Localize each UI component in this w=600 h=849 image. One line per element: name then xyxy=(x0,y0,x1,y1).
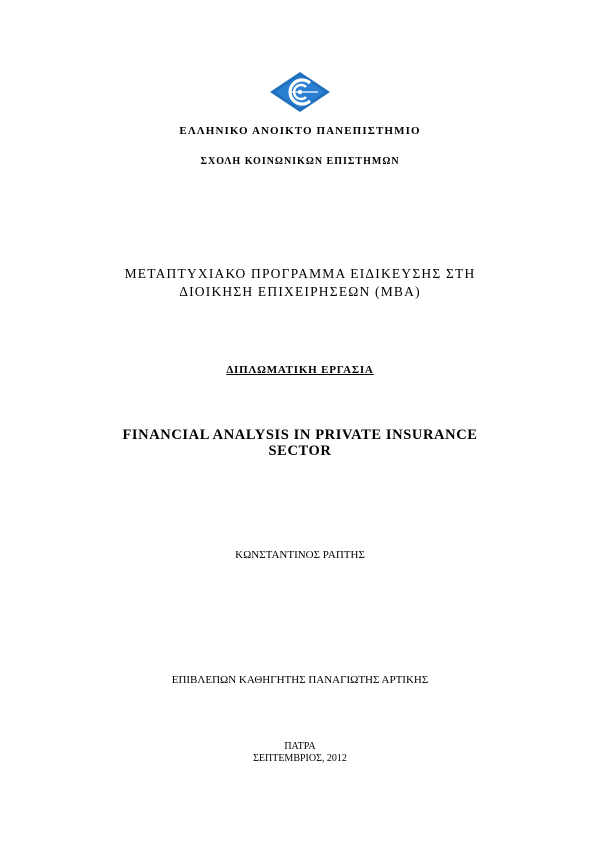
thesis-title-line-2: SECTOR xyxy=(268,443,332,459)
program-title-line-2: ΔΙΟΙΚΗΣΗ ΕΠΙΧΕΙΡΗΣΕΩΝ (ΜΒΑ) xyxy=(179,284,421,299)
university-logo-icon xyxy=(269,71,331,113)
program-title-line-1: ΜΕΤΑΠΤΥΧΙΑΚΟ ΠΡΟΓΡΑΜΜΑ ΕΙΔΙΚΕΥΣΗΣ ΣΤΗ xyxy=(124,266,476,281)
supervisor-name: ΕΠΙΒΛΕΠΩΝ ΚΑΘΗΓΗΤΗΣ ΠΑΝΑΓΙΩΤΗΣ ΑΡΤΙΚΗΣ xyxy=(171,674,429,686)
thesis-label: ΔΙΠΛΩΜΑΤΙΚΗ ΕΡΓΑΣΙΑ xyxy=(226,364,374,376)
author-name: ΚΩΝΣΤΑΝΤΙΝΟΣ ΡΑΠΤΗΣ xyxy=(235,549,365,561)
thesis-title-line-1: FINANCIAL ANALYSIS IN PRIVATE INSURANCE xyxy=(122,427,478,443)
school-name: ΣΧΟΛΗ ΚΟΙΝΩΝΙΚΩΝ ΕΠΙΣΤΗΜΩΝ xyxy=(200,156,400,167)
date: ΣΕΠΤΕΜΒΡΙΟΣ, 2012 xyxy=(253,753,347,764)
university-name: ΕΛΛΗΝΙΚΟ ΑΝΟΙΚΤΟ ΠΑΝΕΠΙΣΤΗΜΙΟ xyxy=(179,125,421,137)
city: ΠΑΤΡΑ xyxy=(284,741,316,752)
